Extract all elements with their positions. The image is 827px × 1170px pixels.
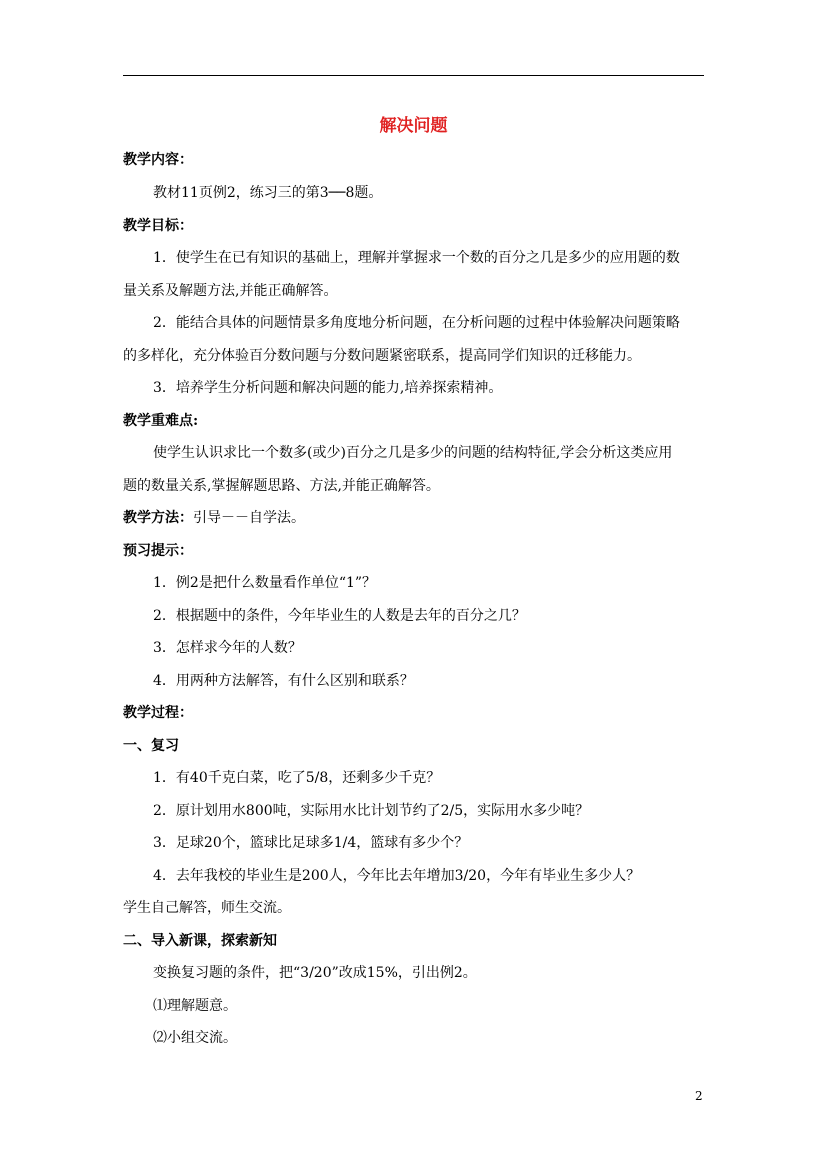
- review-item-4: 4．去年我校的毕业生是200人，今年比去年增加3/20，今年有毕业生多少人？: [153, 868, 641, 884]
- new-lesson-heading: 二、导入新课，探索新知: [123, 933, 277, 949]
- goal-1-line-2: 量关系及解题方法,并能正确解答。: [123, 283, 338, 299]
- page-number: 2: [695, 1089, 703, 1103]
- key-line-1: 使学生认识求比一个数多(或少)百分之几是多少的问题的结构特征,学会分析这类应用: [153, 445, 673, 461]
- goal-2-line-2: 的多样化，充分体验百分数问题与分数问题紧密联系，提高同学们知识的迁移能力。: [123, 348, 641, 364]
- process-heading: 教学过程：: [123, 705, 193, 721]
- goal-1-line-1: 1．使学生在已有知识的基础上，理解并掌握求一个数的百分之几是多少的应用题的数: [153, 250, 680, 266]
- goal-3: 3．培养学生分析问题和解决问题的能力,培养探索精神。: [153, 380, 503, 396]
- review-item-1: 1．有40千克白菜，吃了5/8，还剩多少千克？: [153, 770, 441, 786]
- content-heading: 教学内容：: [123, 152, 193, 168]
- preview-item-4: 4．用两种方法解答，有什么区别和联系？: [153, 673, 414, 689]
- method-heading: 教学方法：: [123, 510, 193, 526]
- preview-item-1: 1．例2是把什么数量看作单位“1”？: [153, 575, 377, 591]
- method-text: 引导－－自学法。: [193, 510, 305, 526]
- review-item-2: 2．原计划用水800吨，实际用水比计划节约了2/5，实际用水多少吨？: [153, 803, 590, 819]
- preview-heading: 预习提示：: [123, 543, 193, 559]
- new-lesson-text: 变换复习题的条件，把“3/20”改成15%，引出例2。: [153, 965, 477, 981]
- header-rule: [123, 75, 704, 76]
- review-heading: 一、复习: [123, 738, 179, 754]
- review-item-3: 3．足球20个，篮球比足球多1/4，篮球有多少个？: [153, 835, 469, 851]
- review-note: 学生自己解答，师生交流。: [123, 900, 291, 916]
- document-title: 解决问题: [379, 116, 448, 136]
- step-1: ⑴理解题意。: [153, 998, 237, 1014]
- step-2: ⑵小组交流。: [153, 1030, 237, 1046]
- preview-item-2: 2．根据题中的条件，今年毕业生的人数是去年的百分之几？: [153, 608, 526, 624]
- goals-heading: 教学目标：: [123, 218, 193, 234]
- key-heading: 教学重难点:: [123, 413, 199, 429]
- key-line-2: 题的数量关系,掌握解题思路、方法,并能正确解答。: [123, 478, 440, 494]
- goal-2-line-1: 2．能结合具体的问题情景多角度地分析问题，在分析问题的过程中体验解决问题策略: [153, 315, 680, 331]
- method-line: [123, 508, 713, 528]
- content-text: 教材11页例2，练习三的第3──8题。: [153, 185, 383, 201]
- preview-item-3: 3．怎样求今年的人数？: [153, 640, 302, 656]
